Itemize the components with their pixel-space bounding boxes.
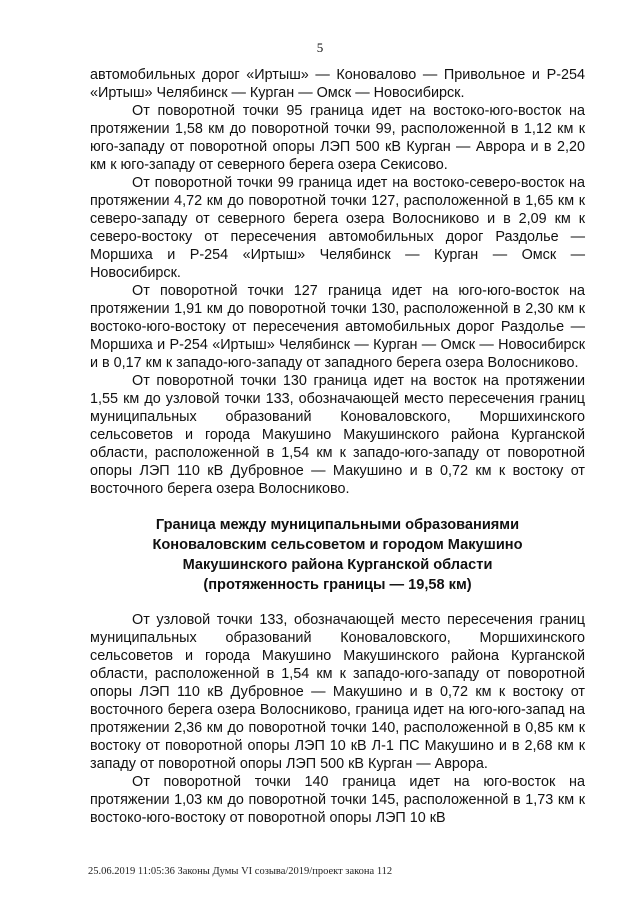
paragraph: От поворотной точки 130 граница идет на восток на протяжении 1,55 км до узловой точки 133, обозначающей место пересечения границ муниципальных образований Коноваловского, Моршихинского сельсоветов и города Макушино Макушинского района Курганской области, расположенной в 1,54 км к западо-юго-западу от поворотной опоры ЛЭП 110 кВ Дубровное — Макушино и в 0,72 км к востоку от восточного берега озера Волосниково.: [90, 373, 585, 497]
paragraph: От поворотной точки 127 граница идет на юго-юго-восток на протяжении 1,91 км до поворотной точки 130, расположенной в 2,30 км к востоко-юго-востоку от пересечения автомобильных дорог Раздолье — Моршиха и Р-254 «Иртыш» Челябинск — Курган — Омск — Новосибирск и в 0,17 км к западо-юго-западу от западного берега озера Волосниково.: [90, 283, 585, 371]
heading-line: Макушинского района Курганской области: [182, 557, 493, 573]
paragraph: От поворотной точки 140 граница идет на юго-восток на протяжении 1,03 км до поворотной точки 145, расположенной в 1,73 км к востоко-юго-востоку от поворотной опоры ЛЭП 10 кВ: [90, 774, 585, 826]
paragraph: От узловой точки 133, обозначающей место пересечения границ муниципальных образований Коноваловского, Моршихинского сельсоветов и города Макушино Макушинского района Курганской области, расположенной в 1,54 км к западо-юго-западу от поворотной опоры ЛЭП 110 кВ Дубровное — Макушино и в 0,72 км к востоку от восточного берега озера Волосниково, граница идет на юго-юго-запад на протяжении 2,36 км до поворотной точки 140, расположенной в 0,85 км к востоку от поворотной опоры ЛЭП 10 кВ Л-1 ПС Макушино и в 2,68 км к западу от поворотной опоры ЛЭП 500 кВ Курган — Аврора.: [90, 612, 585, 772]
document-body: [90, 66, 585, 827]
footer-path: 25.06.2019 11:05:36 Законы Думы VI созыва/2019/проект закона 112: [88, 866, 393, 877]
page-number: 5: [316, 40, 324, 55]
heading-line: Коноваловским сельсоветом и городом Макушино: [152, 537, 523, 553]
heading-length: (протяженность границы — 19,58 км): [203, 577, 472, 593]
paragraph: От поворотной точки 95 граница идет на востоко-юго-восток на протяжении 1,58 км до поворотной точки 99, расположенной в 1,12 км к юго-западу от поворотной опоры ЛЭП 500 кВ Курган — Аврора и в 2,20 км к юго-западу от северного берега озера Секисово.: [90, 103, 585, 173]
section-heading: [90, 515, 585, 595]
paragraph-continuation: автомобильных дорог «Иртыш» — Коновалово — Привольное и Р-254 «Иртыш» Челябинск — Курган — Омск — Новосибирск.: [90, 67, 585, 101]
paragraph: От поворотной точки 99 граница идет на востоко-северо-восток на протяжении 4,72 км до поворотной точки 127, расположенной в 1,65 км к северо-западу от северного берега озера Волосниково и в 2,09 км к северо-востоку от пересечения автомобильных дорог Раздолье — Моршиха и Р-254 «Иртыш» Челябинск — Курган — Омск — Новосибирск.: [90, 175, 585, 281]
heading-line: Граница между муниципальными образованиями: [155, 517, 520, 533]
